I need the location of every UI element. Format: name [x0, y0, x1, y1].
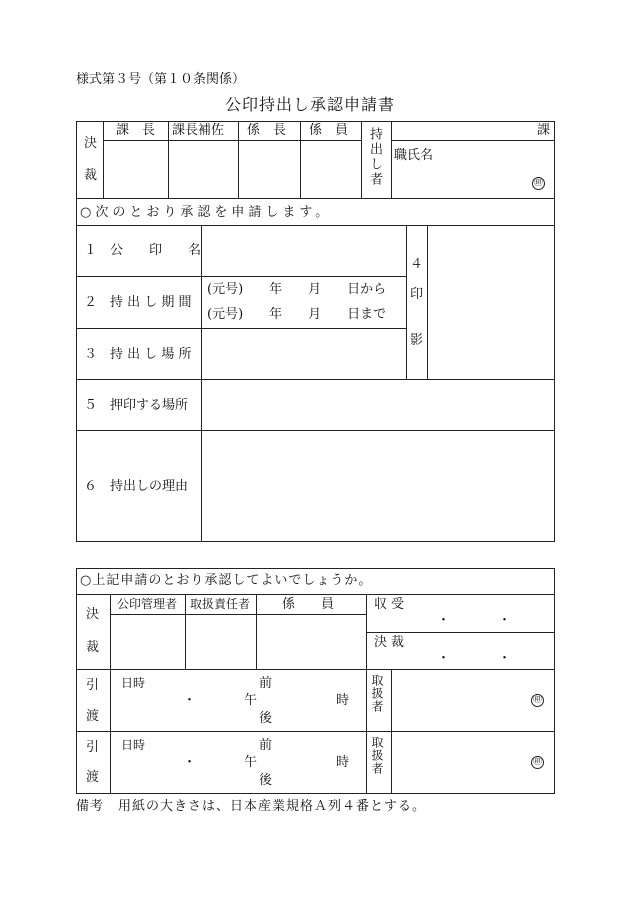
col-seal-manager: 公印管理者: [117, 597, 178, 611]
handover-1-pm: 後: [259, 711, 273, 726]
handover-1-datetime: 日時: [121, 676, 146, 690]
decision-label: 決裁: [374, 635, 409, 650]
handover-1-dot: ・: [183, 693, 197, 708]
receipt-dot-2: ・: [498, 613, 512, 628]
remarks-note: 備考 用紙の大きさは、日本産業規格Ａ列４番とする。: [76, 799, 427, 814]
seal-impression-number: ４: [410, 257, 424, 272]
row-reason-label: ６ 持出しの理由: [84, 479, 189, 494]
handover-2-datetime: 日時: [121, 738, 146, 752]
handover-2-noon: 午: [244, 755, 258, 770]
handover-1-char-2: 渡: [86, 709, 100, 724]
row-seal-name-label: １ 公 印 名: [84, 243, 202, 258]
applicant-label: 持出し者: [367, 127, 382, 187]
page-title: 公印持出し承認申請書: [225, 95, 396, 114]
kessai-bottom-char-1: 決: [86, 607, 100, 622]
col-kakaricho: 係 長: [247, 123, 287, 138]
col-handling-manager: 取扱責任者: [190, 597, 251, 611]
decision-dot-2: ・: [498, 651, 512, 666]
seal-impression-char-2: 影: [410, 333, 424, 348]
handover-1-handler: 取扱者: [370, 674, 384, 713]
row-stamp-place-label: ５ 押印する場所: [84, 398, 189, 413]
handover-2-dot: ・: [183, 755, 197, 770]
handover-1-hour: 時: [336, 693, 350, 708]
kessai-top-char-2: 裁: [84, 168, 98, 183]
section-label: 課: [537, 123, 551, 138]
col-staff: 係 員: [282, 597, 335, 612]
handover-2-handler: 取扱者: [370, 736, 384, 775]
handover-2-hour: 時: [336, 755, 350, 770]
receipt-dot-1: ・: [437, 613, 451, 628]
kessai-bottom-char-2: 裁: [86, 640, 100, 655]
col-kacho: 課 長: [116, 123, 156, 138]
row-period-label: ２ 持 出 し 期 間: [84, 295, 192, 310]
period-to: (元号) 年 月 日まで: [207, 307, 387, 322]
col-kacho-hosa: 課長補佐: [172, 123, 225, 138]
handover-1-noon: 午: [244, 693, 258, 708]
period-from: (元号) 年 月 日から: [207, 282, 387, 297]
handover-2-char-1: 引: [86, 740, 100, 755]
handover-1-am: 前: [259, 676, 273, 691]
handover-2-char-2: 渡: [86, 770, 100, 785]
seal-mark-icon: ㊞: [533, 178, 543, 188]
form-number: 様式第３号（第１０条関係）: [76, 72, 246, 87]
row-place-label: ３ 持 出 し 場 所: [84, 347, 192, 362]
handover-1-seal-icon: ㊞: [532, 695, 542, 705]
decision-dot-1: ・: [437, 651, 451, 666]
handover-1-char-1: 引: [86, 678, 100, 693]
seal-impression-char-1: 印: [410, 287, 424, 302]
col-kakariin: 係 員: [309, 123, 349, 138]
request-statement: ○次のとおり承認を申請します。: [80, 205, 333, 220]
handover-2-seal-icon: ㊞: [532, 757, 542, 767]
handover-2-am: 前: [259, 738, 273, 753]
approval-statement: ○上記申請のとおり承認してよいでしょうか。: [80, 573, 373, 588]
kessai-top-char-1: 決: [84, 136, 98, 151]
receipt-label: 収受: [374, 597, 409, 612]
handover-2-pm: 後: [259, 773, 273, 788]
position-name-label: 職氏名: [394, 148, 434, 163]
